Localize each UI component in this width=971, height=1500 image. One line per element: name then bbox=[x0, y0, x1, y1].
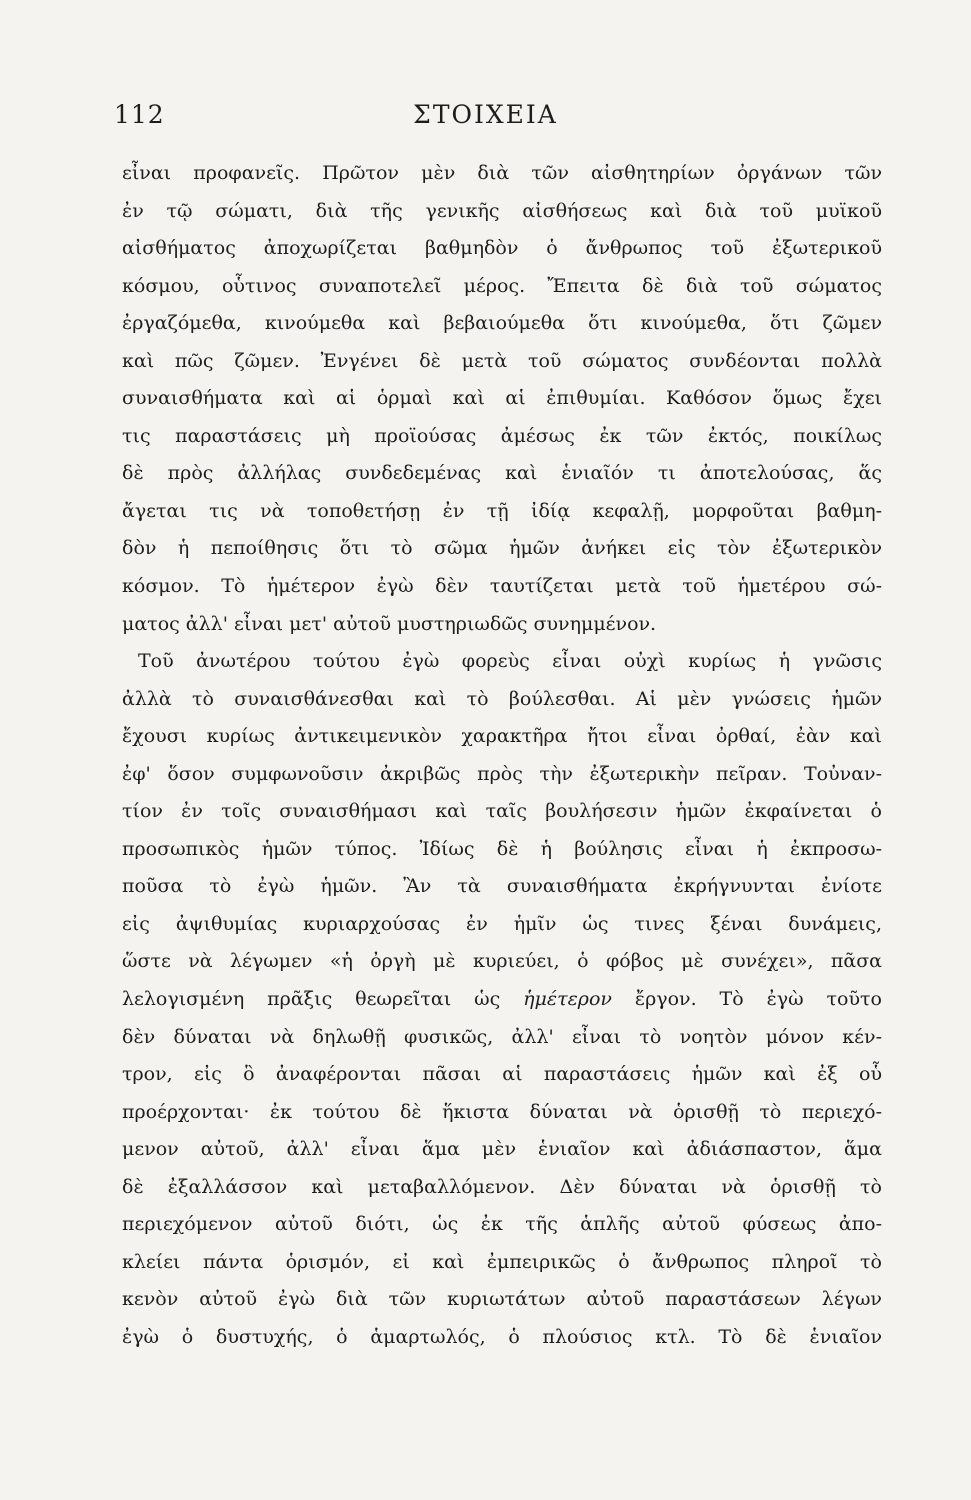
text-line: προσωπικὸς ἡμῶν τύπος. Ἰδίως δὲ ἡ βούλησις εἶναι ἡ ἐκπροσω- bbox=[122, 837, 882, 860]
running-head-title: ΣΤΟΙΧΕΙΑ bbox=[413, 100, 558, 129]
text-line: κενὸν αὐτοῦ ἐγὼ διὰ τῶν κυριωτάτων αὐτοῦ παραστάσεων λέγων bbox=[122, 1288, 882, 1311]
text-line: περιεχόμενον αὐτοῦ διότι, ὡς ἐκ τῆς ἁπλῆς αὐτοῦ φύσεως ἀπο- bbox=[122, 1213, 882, 1236]
text-line: προέρχονται· ἐκ τούτου δὲ ἥκιστα δύναται νὰ ὁρισθῇ τὸ περιεχό- bbox=[122, 1100, 882, 1123]
text-line: δὲ ἐξαλλάσσον καὶ μεταβαλλόμενον. Δὲν δύναται νὰ ὁρισθῇ τὸ bbox=[122, 1175, 882, 1198]
text-line: ἐφ' ὅσον συμφωνοῦσιν ἀκριβῶς πρὸς τὴν ἐξωτερικὴν πεῖραν. Τοὐναν- bbox=[122, 762, 882, 785]
text-line: δὸν ἡ πεποίθησις ὅτι τὸ σῶμα ἡμῶν ἀνήκει εἰς τὸν ἐξωτερικὸν bbox=[122, 537, 882, 560]
text-line: Τοῦ ἀνωτέρου τούτου ἐγὼ φορεὺς εἶναι οὐχὶ κυρίως ἡ γνῶσις bbox=[138, 650, 882, 673]
text-line: τρον, εἰς ὃ ἀναφέρονται πᾶσαι αἱ παραστάσεις ἡμῶν καὶ ἐξ οὗ bbox=[122, 1063, 882, 1086]
text-line: ἀλλὰ τὸ συναισθάνεσθαι καὶ τὸ βούλεσθαι. Αἱ μὲν γνώσεις ἡμῶν bbox=[122, 687, 882, 710]
emphasized-word: ἡμέτερον bbox=[523, 988, 612, 1011]
text-line-end: ἔργον. Τὸ ἐγὼ τοῦτο bbox=[634, 988, 882, 1011]
text-line: τις παραστάσεις μὴ προϊούσας ἀμέσως ἐκ τῶν ἐκτός, ποικίλως bbox=[122, 424, 882, 447]
text-line bbox=[122, 981, 882, 1019]
text-line: εἰς ἀψιθυμίας κυριαρχούσας ἐν ἡμῖν ὡς τινες ξέναι δυνάμεις, bbox=[122, 912, 882, 935]
text-line: τίον ἐν τοῖς συναισθήμασι καὶ ταῖς βουλήσεσιν ἡμῶν ἐκφαίνεται ὁ bbox=[122, 800, 882, 823]
text-line: ποῦσα τὸ ἐγὼ ἡμῶν. Ἂν τὰ συναισθήματα ἐκρήγνυνται ἐνίοτε bbox=[122, 875, 882, 898]
text-line: εἶναι προφανεῖς. Πρῶτον μὲν διὰ τῶν αἰσθητηρίων ὀργάνων τῶν bbox=[122, 162, 882, 184]
body-text bbox=[122, 155, 882, 1357]
text-line-start: λελογισμένη πρᾶξις θεωρεῖται ὡς bbox=[122, 988, 501, 1011]
text-line: ἐγὼ ὁ δυστυχής, ὁ ἁμαρτωλός, ὁ πλούσιος κτλ. Τὸ δὲ ἑνιαῖον bbox=[122, 1325, 882, 1348]
text-line: καὶ πῶς ζῶμεν. Ἐνγένει δὲ μετὰ τοῦ σώματος συνδέονται πολλὰ bbox=[122, 349, 882, 372]
text-line: αἰσθήματος ἀποχωρίζεται βαθμηδὸν ὁ ἄνθρωπος τοῦ ἐξωτερικοῦ bbox=[122, 237, 882, 260]
text-line: ἔχουσι κυρίως ἀντικειμενικὸν χαρακτῆρα ἤτοι εἶναι ὀρθαί, ἐὰν καὶ bbox=[122, 725, 882, 748]
text-line: συναισθήματα καὶ αἱ ὁρμαὶ καὶ αἱ ἐπιθυμίαι. Καθόσον ὅμως ἔχει bbox=[122, 387, 882, 410]
text-line: κόσμου, οὗτινος συναποτελεῖ μέρος. Ἔπειτα δὲ διὰ τοῦ σώματος bbox=[122, 274, 882, 297]
text-line: δὲν δύναται νὰ δηλωθῇ φυσικῶς, ἀλλ' εἶναι τὸ νοητὸν μόνον κέν- bbox=[122, 1025, 882, 1048]
text-line: ἄγεται τις νὰ τοποθετήσῃ ἐν τῇ ἰδίᾳ κεφαλῇ, μορφοῦται βαθμη- bbox=[122, 499, 882, 522]
text-line: ἐργαζόμεθα, κινούμεθα καὶ βεβαιούμεθα ὅτι κινούμεθα, ὅτι ζῶμεν bbox=[122, 312, 882, 335]
text-line: ἐν τῷ σώματι, διὰ τῆς γενικῆς αἰσθήσεως καὶ διὰ τοῦ μυϊκοῦ bbox=[122, 199, 882, 222]
text-line: μενον αὐτοῦ, ἀλλ' εἶναι ἅμα μὲν ἑνιαῖον καὶ ἀδιάσπαστον, ἅμα bbox=[122, 1138, 882, 1161]
text-line: δὲ πρὸς ἀλλήλας συνδεδεμένας καὶ ἑνιαῖόν τι ἀποτελούσας, ἅς bbox=[122, 462, 882, 485]
text-line: ματος ἀλλ' εἶναι μετ' αὐτοῦ μυστηριωδῶς συνημμένον. bbox=[122, 612, 657, 635]
text-line: ὥστε νὰ λέγωμεν «ἡ ὀργὴ μὲ κυριεύει, ὁ φόβος μὲ συνέχει», πᾶσα bbox=[122, 950, 882, 973]
text-line: κόσμον. Τὸ ἡμέτερον ἐγὼ δὲν ταυτίζεται μετὰ τοῦ ἡμετέρου σώ- bbox=[122, 575, 882, 598]
text-line: κλείει πάντα ὁρισμόν, εἰ καὶ ἐμπειρικῶς ὁ ἄνθρωπος πληροῖ τὸ bbox=[122, 1250, 882, 1273]
page-number: 112 bbox=[114, 100, 165, 129]
